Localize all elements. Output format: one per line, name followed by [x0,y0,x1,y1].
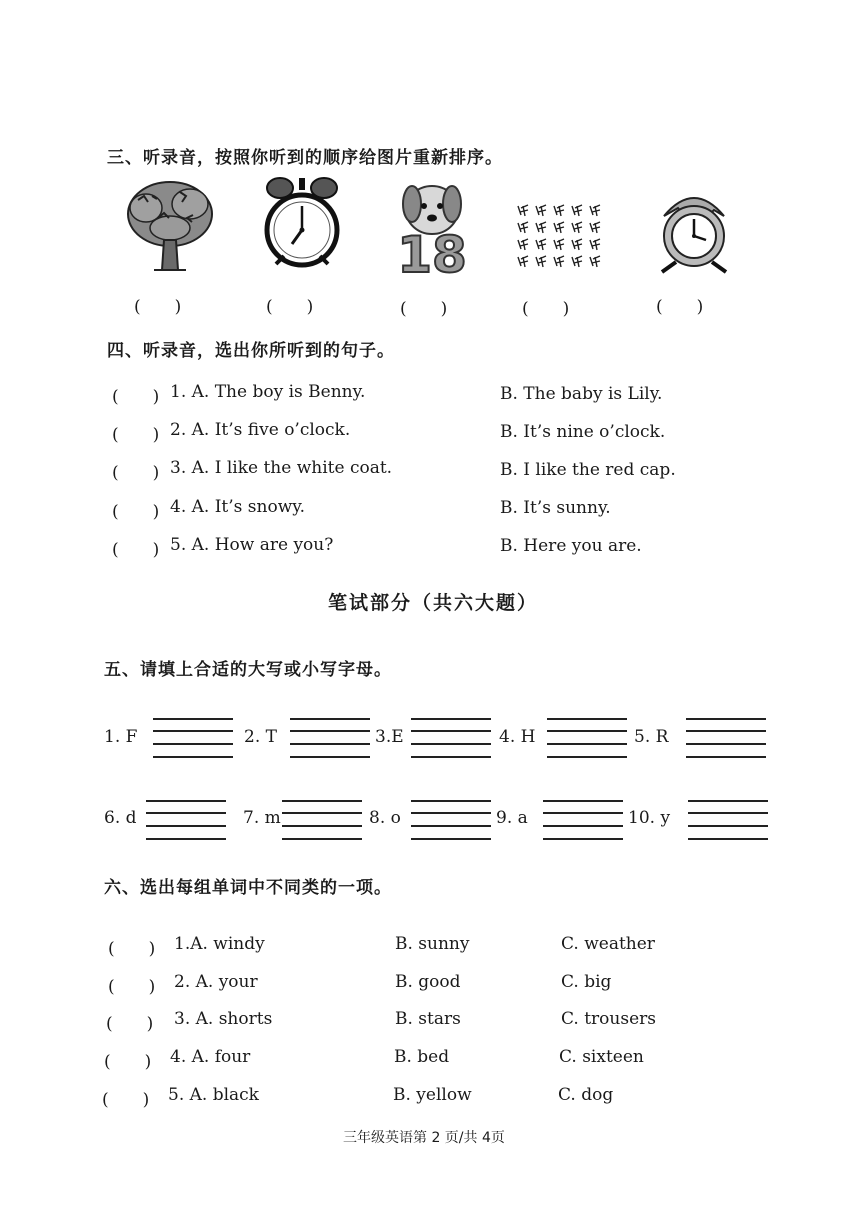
s4-answer-paren[interactable]: ( ) [112,502,160,522]
letter-prompt: 6. d [104,808,137,828]
page-footer: 三年级英语第 2 页/共 4页 [343,1130,505,1146]
broken-clock-icon [656,186,732,276]
star-mark [554,239,564,250]
stars-grid-icon [512,200,604,270]
star-mark [536,256,546,267]
s4-option-a: 2. A. It’s five o’clock. [170,420,351,440]
section5-heading: 五、请填上合适的大写或小写字母。 [104,660,392,680]
section3-heading: 三、听录音，按照你听到的顺序给图片重新排序。 [107,148,503,168]
s4-option-b: B. The baby is Lily. [500,384,663,404]
letter-prompt: 9. a [496,808,528,828]
s6-answer-paren[interactable]: ( ) [108,977,156,997]
alarm-clock-icon [264,172,340,276]
tree-icon [124,178,216,274]
letter-prompt: 5. R [634,727,669,747]
written-part-title: 笔试部分（共六大题） [328,592,539,614]
star-mark [590,239,600,250]
star-mark [518,205,528,216]
star-mark [518,239,528,250]
picture-paren-2[interactable]: ( ) [266,297,314,317]
number-18-label: 18 [397,226,467,276]
s4-option-a: 1. A. The boy is Benny. [170,382,366,402]
star-mark [536,239,546,250]
s6-option-a: 3. A. shorts [174,1009,273,1029]
s6-answer-paren[interactable]: ( ) [106,1014,154,1034]
letter-prompt: 1. F [104,727,138,747]
star-mark [554,256,564,267]
writing-lines[interactable] [146,800,226,842]
star-mark [572,222,582,233]
star-mark [590,256,600,267]
star-mark [536,205,546,216]
s4-option-a: 5. A. How are you? [170,535,334,555]
writing-lines[interactable] [411,718,491,760]
s6-option-a: 1.A. windy [174,934,265,954]
s6-answer-paren[interactable]: ( ) [108,939,156,959]
s6-option-c: C. big [561,972,612,992]
letter-prompt: 2. T [244,727,277,747]
star-mark [518,222,528,233]
s6-answer-paren[interactable]: ( ) [104,1052,152,1072]
s4-option-b: B. Here you are. [500,536,642,556]
picture-paren-5[interactable]: ( ) [656,297,704,317]
section4-heading: 四、听录音，选出你所听到的句子。 [107,341,395,361]
writing-lines[interactable] [543,800,623,842]
s6-option-c: C. sixteen [559,1047,644,1067]
s6-option-b: B. bed [394,1047,450,1067]
picture-paren-3[interactable]: ( ) [400,299,448,319]
star-mark [554,205,564,216]
writing-lines[interactable] [282,800,362,842]
s4-option-a: 4. A. It’s snowy. [170,497,305,517]
picture-paren-4[interactable]: ( ) [522,299,570,319]
writing-lines[interactable] [153,718,233,760]
star-mark [518,256,528,267]
dog-number-18-icon [392,180,472,276]
star-mark [590,222,600,233]
writing-lines[interactable] [547,718,627,760]
s6-answer-paren[interactable]: ( ) [102,1090,150,1110]
picture-paren-1[interactable]: ( ) [134,297,182,317]
star-mark [536,222,546,233]
s6-option-c: C. dog [558,1085,614,1105]
star-mark [572,239,582,250]
star-mark [590,205,600,216]
writing-lines[interactable] [411,800,491,842]
s6-option-b: B. sunny [395,934,470,954]
s4-option-b: B. I like the red cap. [500,460,676,480]
s4-answer-paren[interactable]: ( ) [112,387,160,407]
s4-answer-paren[interactable]: ( ) [112,540,160,560]
s4-answer-paren[interactable]: ( ) [112,463,160,483]
s4-answer-paren[interactable]: ( ) [112,425,160,445]
letter-prompt: 4. H [499,727,536,747]
s4-option-b: B. It’s sunny. [500,498,611,518]
s6-option-b: B. stars [395,1009,461,1029]
star-mark [572,205,582,216]
s6-option-c: C. trousers [561,1009,656,1029]
s6-option-c: C. weather [561,934,655,954]
letter-prompt: 3.E [375,727,404,747]
s4-option-a: 3. A. I like the white coat. [170,458,393,478]
star-mark [572,256,582,267]
s6-option-a: 4. A. four [170,1047,251,1067]
letter-prompt: 8. o [369,808,401,828]
s4-option-b: B. It’s nine o’clock. [500,422,666,442]
writing-lines[interactable] [688,800,768,842]
s6-option-a: 5. A. black [168,1085,259,1105]
letter-prompt: 10. y [628,808,671,828]
s6-option-a: 2. A. your [174,972,258,992]
s6-option-b: B. good [395,972,461,992]
writing-lines[interactable] [686,718,766,760]
letter-prompt: 7. m [243,808,281,828]
section6-heading: 六、选出每组单词中不同类的一项。 [104,878,392,898]
star-mark [554,222,564,233]
s6-option-b: B. yellow [393,1085,472,1105]
writing-lines[interactable] [290,718,370,760]
